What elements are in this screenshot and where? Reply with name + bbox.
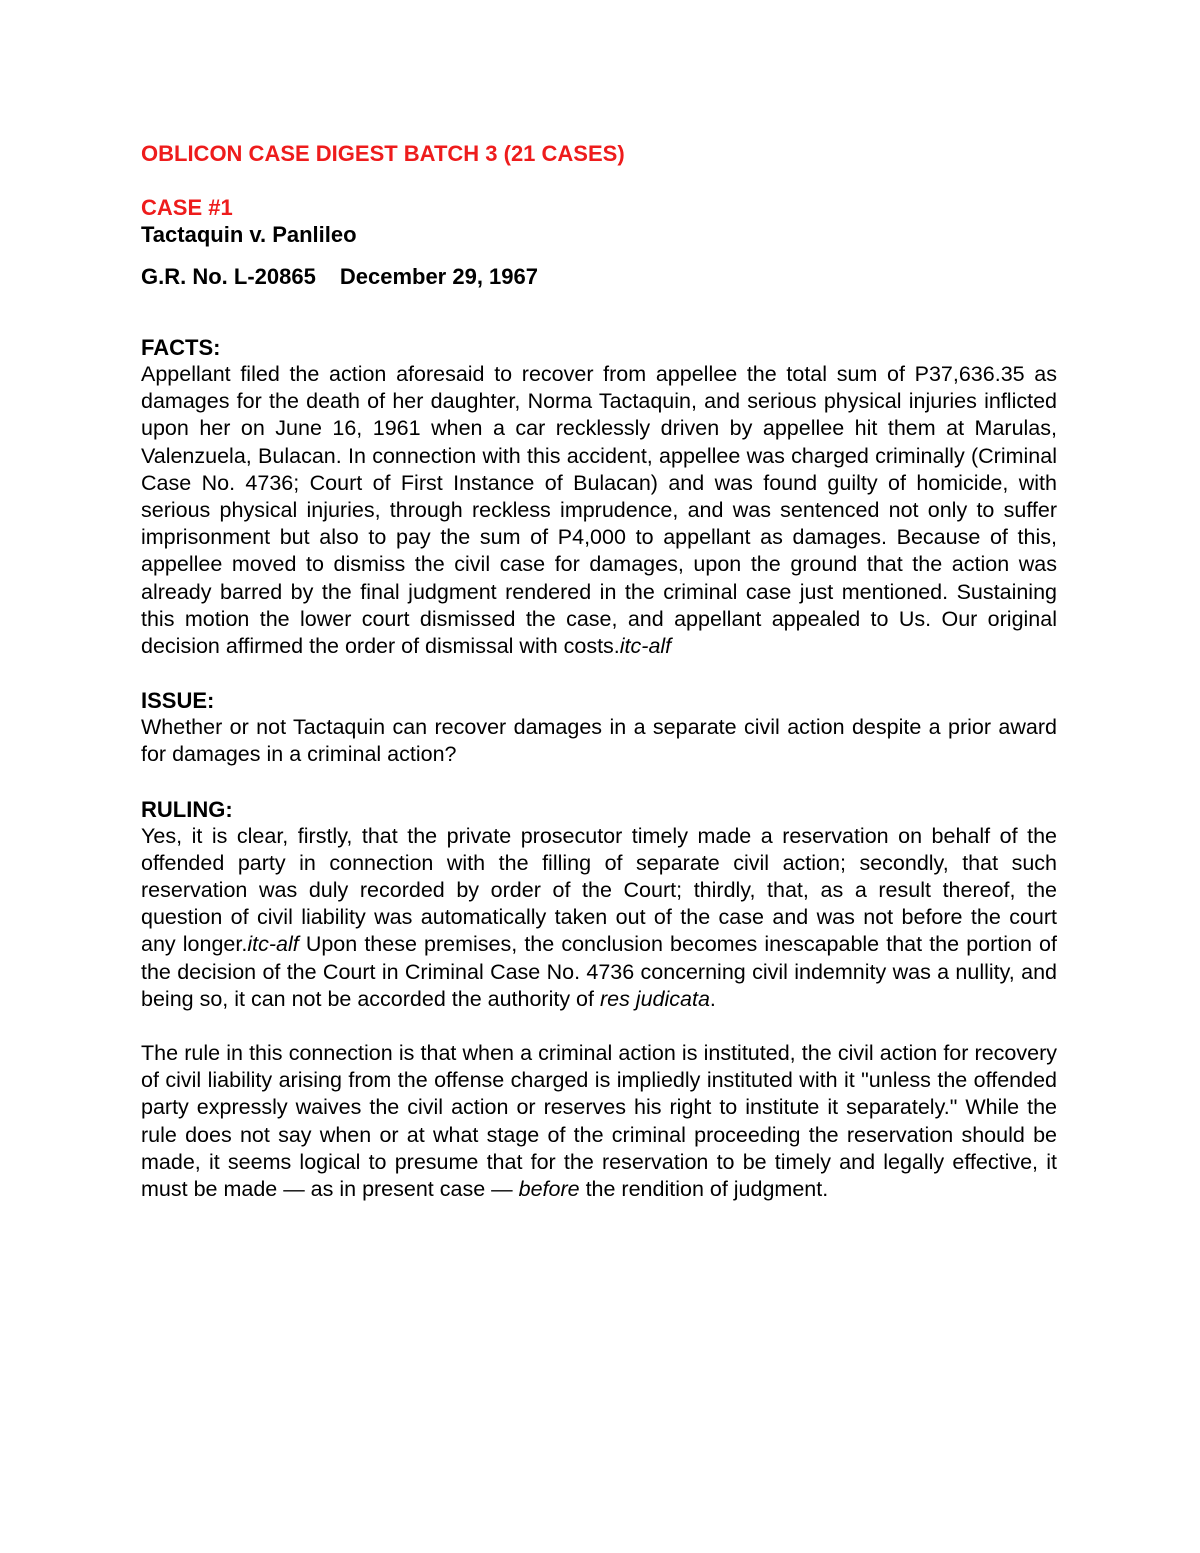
ruling-p2-text-a: The rule in this connection is that when a criminal action is instituted, the civil action for recovery of civil liability arising from the offense charged is impliedly instituted with it "unless the offended party expressly waives the civil action or reserves his right to institute it separately." While the rule does not say when or at what stage of the criminal proceeding the reservation should be made, it seems logical to presume that for the reservation to be timely and legally effective, it must be made — as in present case — <box>141 1041 1057 1202</box>
case-number-label: CASE #1 <box>141 195 233 220</box>
ruling-paragraph-2 <box>141 1040 1057 1203</box>
before-term: before <box>518 1177 580 1202</box>
ruling-text-c: . <box>709 986 716 1011</box>
ruling-heading: RULING: <box>141 796 233 822</box>
facts-heading: FACTS: <box>141 335 221 360</box>
res-judicata-term: res judicata <box>599 986 710 1011</box>
ruling-paragraph-1 <box>141 823 1057 1013</box>
document-page <box>141 140 1057 1230</box>
case-name: Tactaquin v. Panlileo <box>141 222 357 247</box>
ruling-text-a: Yes, it is clear, firstly, that the private prosecutor timely made a reservation on behalf of the offended party in connection with the filling of separate civil action; secondly, that such reservation was duly recorded by order of the Court; thirdly, that, as a result thereof, the question of civil liability was automatically taken out of the case and was not before the court any longer. <box>141 823 1057 957</box>
case-citation-line <box>141 263 1057 290</box>
gr-number: G.R. No. L-20865 <box>141 264 316 289</box>
ruling-source-tag: itc-alf <box>247 932 299 957</box>
ruling-p2-text-b: the rendition of judgment. <box>579 1177 829 1202</box>
document-title: OBLICON CASE DIGEST BATCH 3 (21 CASES) <box>141 141 625 166</box>
issue-paragraph: Whether or not Tactaquin can recover damages in a separate civil action despite a prior award for damages in a criminal action? <box>141 715 1057 767</box>
facts-source-tag: itc-alf <box>619 634 672 659</box>
decision-date: December 29, 1967 <box>339 264 538 289</box>
facts-paragraph <box>141 361 1057 660</box>
facts-text: Appellant filed the action aforesaid to recover from appellee the total sum of P37,636.35 as damages for the death of her daughter, Norma Tactaquin, and serious physical injuries inflicted upon her on June 16, 1961 when a car recklessly driven by appellee hit them at Marulas, Valenzuela, Bulacan. In connection with this accident, appellee was charged criminally (Criminal Case No. 4736; Court of First Instance of Bulacan) and was found guilty of homicide, with serious physical injuries, through reckless imprudence, and was sentenced not only to suffer imprisonment but also to pay the sum of P4,000 to appellant as damages. Because of this, appellee moved to dismiss the civil case for damages, upon the ground that the action was already barred by the final judgment rendered in the criminal case just mentioned. Sustaining this motion the lower court dismissed the case, and appellant appealed to Us. Our original decision affirmed the order of dismissal with costs. <box>141 362 1057 659</box>
issue-heading: ISSUE: <box>141 688 215 714</box>
ruling-text-b: Upon these premises, the conclusion becomes inescapable that the portion of the decision of the Court in Criminal Case No. 4736 concerning civil indemnity was a nullity, and being so, it can not be accorded the authority of <box>141 932 1057 1011</box>
